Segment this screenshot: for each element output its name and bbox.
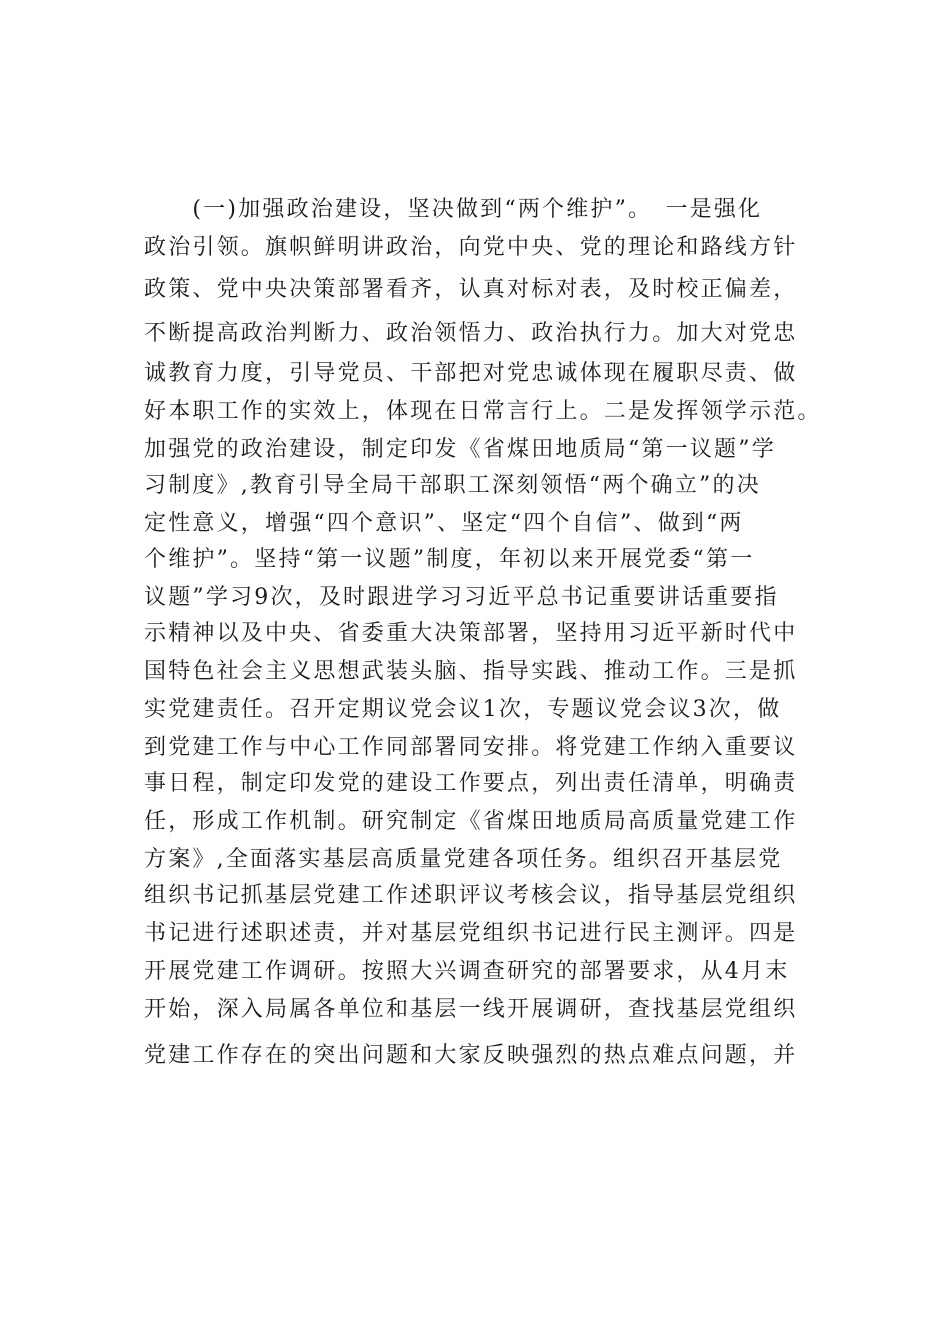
text-line: 任，形成工作机制。研究制定《省煤田地质局高质量党建工作 [144,809,798,834]
text-line: 到党建工作与中心工作同部署同安排。将党建工作纳入重要议 [144,735,798,760]
text-line: 书记进行述职述责，并对基层党组织书记进行民主测评。四是 [144,921,798,946]
text-line: 不断提高政治判断力、政治领悟力、政治执行力。加大对党忠 [144,321,798,346]
text-line: 开展党建工作调研。按照大兴调查研究的部署要求，从4月末 [144,959,790,984]
text-line: 事日程，制定印发党的建设工作要点，列出责任清单，明确责 [144,771,798,796]
text-line: 议题”学习9次，及时跟进学习习近平总书记重要讲话重要指 [144,585,779,610]
text-line: 国特色社会主义思想武装头脑、指导实践、推动工作。三是抓 [144,659,798,684]
text-line: 实党建责任。召开定期议党会议1次，专题议党会议3次，做 [144,697,782,722]
text-line: 个维护”。坚持“第一议题”制度，年初以来开展党委“第一 [144,547,755,572]
text-line: 政策、党中央决策部署看齐，认真对标对表，及时校正偏差， [144,277,798,302]
text-line: 组织书记抓基层党建工作述职评议考核会议，指导基层党组织 [144,883,798,908]
text-line: 示精神以及中央、省委重大决策部署，坚持用习近平新时代中 [144,621,798,646]
text-line: 加强党的政治建设，制定印发《省煤田地质局“第一议题”学 [144,437,776,462]
text-line: 诚教育力度，引导党员、干部把对党忠诚体现在履职尽责、做 [144,361,798,386]
text-line: 政治引领。旗帜鲜明讲政治，向党中央、党的理论和路线方针 [144,235,798,260]
text-line: 定性意义，增强“四个意识”、坚定“四个自信”、做到“两 [144,511,744,536]
text-line: 党建工作存在的突出问题和大家反映强烈的热点难点问题，并 [144,1043,798,1068]
text-line: 习制度》,教育引导全局干部职工深刻领悟“两个确立”的决 [144,473,761,498]
text-line: (一)加强政治建设，坚决做到“两个维护”。 一是强化 [144,197,763,222]
text-line: 方案》,全面落实基层高质量党建各项任务。组织召开基层党 [144,847,783,872]
text-line: 开始，深入局属各单位和基层一线开展调研，查找基层党组织 [144,997,798,1022]
text-line: 好本职工作的实效上，体现在日常言行上。二是发挥领学示范。 [144,399,822,424]
